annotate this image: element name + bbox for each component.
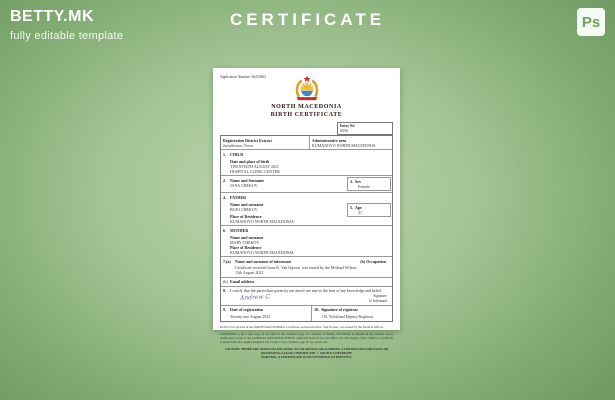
row-child-name: 2. Name and Surname JANA CHEKOV 3. Sex Female — [221, 175, 392, 192]
age-box: 5. Age 31 — [347, 203, 391, 217]
north-macedonia-emblem-icon — [292, 75, 322, 102]
document-title: BIRTH CERTIFICATE — [270, 111, 343, 118]
admin-area-cell: Administrative area KUMANOVO NORTH MACEDONIA — [311, 137, 376, 148]
mother-cell: MOTHER Name and surname MARY CHEKOV Place of Residence KUMANOVO NORTH MACEDONIA — [230, 227, 294, 255]
child-name-cell: Name and Surname JANA CHEKOV — [230, 177, 265, 188]
photoshop-icon: Ps — [581, 13, 601, 31]
certify-cell: I certify that the particulars given by me above are true to the best of my knowledge and belief Andrew C Signature of Informant — [230, 288, 387, 303]
photoshop-badge — [577, 8, 605, 36]
application-number: Application Number: 66255463 — [220, 75, 266, 79]
row-informant: 7.(a) Name and surname of informant (b) Occupation Certificate received from K. Van Oqwen, was issued by the Michael Wilson 13th August 2021 — [221, 256, 392, 277]
informant-cell: Name and surname of informant (b) Occupation Certificate received from K. Van Oqwen, was issued by the Michael Wilson 13th August 2021 — [235, 258, 386, 276]
entry-no-label: Entry No. — [340, 124, 356, 129]
row-mother: 6. MOTHER Name and surname MARY CHEKOV Place of Residence KUMANOVO NORTH MACEDONIA — [221, 225, 392, 256]
child-cell: CHILD Date and place of birth TWENTIETH AUGUST 2021 HOSPITAL CLINIC CENTER — [230, 151, 280, 174]
sex-box: 3. Sex Female — [347, 177, 391, 191]
brand-logo: BETTY.MK — [10, 8, 94, 25]
footnote-1: In Part 23 is spaced in the NORTH MACEDONIA. Certificate received from K. Van Oqwen, was issued by the Medical Officer. — [220, 324, 384, 329]
caution-text: CAUTION: THERE ARE OFFENCES RELATING TO FALSIFYING OR ALTERING A CERTIFICATE AND USING OR POSSESSING A FALSE CERTIFICATE. © CROWN COPYRIGHT WARNING: A CERTIFICATE IS NOT EVIDENCE OF IDENTITY. — [224, 346, 389, 360]
page-title: CERTIFICATE — [229, 10, 386, 29]
registration-district-cell: Registration District Extract Jurisdiction: Town — [221, 136, 310, 149]
entry-number-box — [337, 122, 393, 135]
row-certify: 8. I certify that the particulars given by me above are true to the best of my knowledge and belief Andrew C Signature of Informant — [221, 286, 392, 305]
row-district — [221, 135, 392, 149]
row-registration: 9. Date of registration Twenty-one August 2021 10. Signature of registrar J.W. Wicklund Deputy Registrar — [221, 305, 392, 321]
birth-certificate-document — [213, 68, 400, 360]
brand-tagline: fully editable template — [10, 30, 124, 42]
father-cell: FATHER Name and surname BOJO CHEKOV Place of Residence KUMANOVO NORTH MACEDONIA — [230, 194, 294, 224]
registrar-cell: Signature of registrar J.W. Wicklund Deputy Registrar — [321, 307, 374, 320]
email-cell: Email address — [230, 279, 255, 285]
row-child: 1. CHILD Date and place of birth TWENTIETH AUGUST 2021 HOSPITAL CLINIC CENTER — [221, 149, 392, 175]
certified-statement: CERTIFIED to be a true copy of an entry in the certified copy of a register of Births, Still Births or Deaths in the District above mentioned. Given at the GENERAL REGISTER OFFICE, under the Seal of the said Office on 12th August, 2021. Where a certificate is given from the original Register, the words 'of the certified copy of' are struck out. — [220, 331, 393, 344]
registration-date-cell: Date of registration Twenty-one August 2021 — [230, 306, 312, 321]
certificate-table — [220, 135, 393, 321]
row-father: 4. FATHER Name and surname BOJO CHEKOV Place of Residence KUMANOVO NORTH MACEDONIA 5. Age 31 — [221, 192, 392, 225]
coat-of-arms-wrap — [220, 75, 393, 103]
row-email: (b) Email address — [221, 277, 392, 286]
informant-signature: Andrew C — [239, 293, 271, 303]
country-title: NORTH MACEDONIA — [271, 104, 342, 111]
entry-no-value: 69/63 — [340, 128, 349, 133]
